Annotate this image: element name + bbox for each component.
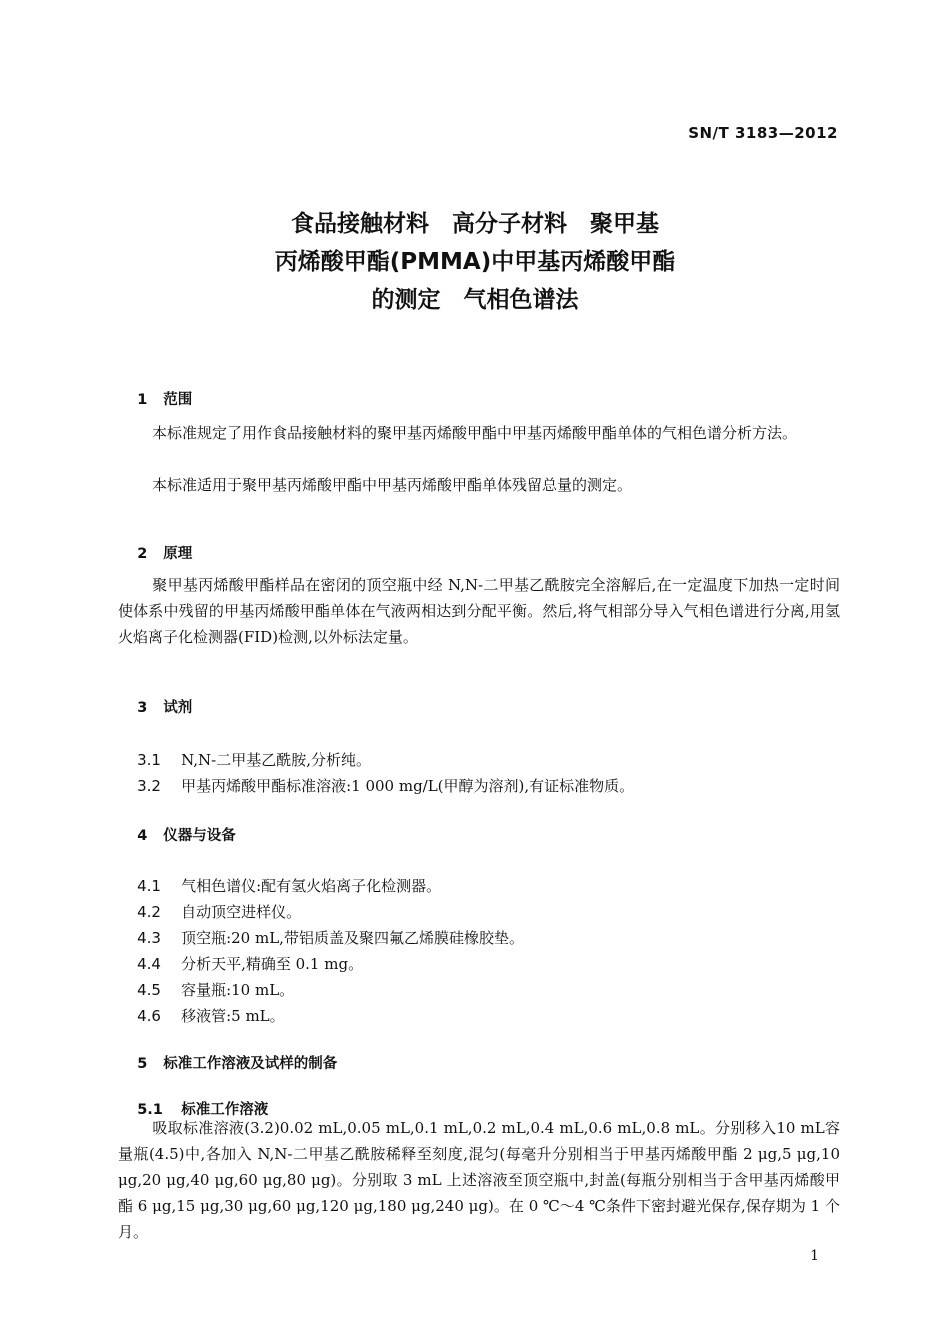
standard-code: SN/T 3183—2012: [688, 124, 838, 142]
document-title: [0, 205, 950, 319]
section-number: 1: [137, 392, 148, 408]
section-4-heading: [117, 808, 236, 861]
section-1-paragraph-2: 本标准适用于聚甲基丙烯酸甲酯中甲基丙烯酸甲酯单体残留总量的测定。: [152, 476, 633, 494]
section-title: 仪器与设备: [163, 828, 236, 844]
section-number: 2: [137, 546, 148, 562]
section-number: 5: [137, 1056, 148, 1072]
list-item: 4.5 容量瓶:10 mL。: [137, 981, 295, 999]
section-title: 范围: [163, 392, 193, 408]
section-1-paragraph-1: 本标准规定了用作食品接触材料的聚甲基丙烯酸甲酯中甲基丙烯酸甲酯单体的气相色谱分析方法。: [152, 424, 798, 442]
section-number: 4: [137, 828, 148, 844]
subsection-5-1-paragraph: 吸取标准溶液(3.2)0.02 mL,0.05 mL,0.1 mL,0.2 mL,0.4 mL,0.6 mL,0.8 mL。分别移入10 mL容量瓶(4.5)中,各加入 N,N-二甲基乙酰胺稀释至刻度,混匀(每毫升分别相当于甲基丙烯酸甲酯 2 μg,5 μg,10 μg,20 μg,40 μg,60 μg,80 μg)。分别取 3 mL 上述溶液至顶空瓶中,封盖(每瓶分别相当于含甲基丙烯酸甲酯 6 μg,15 μg,30 μg,60 μg,120 μg,180 μg,240 μg)。在 0 ℃～4 ℃条件下密封避光保存,保存期为 1 个月。: [118, 1119, 840, 1241]
list-item: 4.3 顶空瓶:20 mL,带铝质盖及聚四氟乙烯膜硅橡胶垫。: [137, 929, 524, 947]
section-title: 标准工作溶液及试样的制备: [163, 1056, 338, 1072]
title-line-1: 食品接触材料 高分子材料 聚甲基: [291, 211, 659, 237]
list-item: 4.1 气相色谱仪:配有氢火焰离子化检测器。: [137, 877, 442, 895]
subsection-number: 5.1: [137, 1102, 163, 1118]
title-line-2: 丙烯酸甲酯(PMMA)中甲基丙烯酸甲酯: [274, 249, 676, 275]
section-number: 3: [137, 700, 148, 716]
section-title: 试剂: [163, 700, 193, 716]
page-number: 1: [810, 1248, 819, 1264]
list-item: 4.6 移液管:5 mL。: [137, 1007, 285, 1025]
section-title: 原理: [163, 546, 193, 562]
list-item: 4.4 分析天平,精确至 0.1 mg。: [137, 955, 364, 973]
subsection-title: 标准工作溶液: [181, 1102, 269, 1118]
list-item: 3.2 甲基丙烯酸甲酯标准溶液:1 000 mg/L(甲醇为溶剂),有证标准物质。: [137, 777, 635, 795]
list-item: 3.1 N,N-二甲基乙酰胺,分析纯。: [137, 751, 371, 769]
section-3-heading: [117, 680, 192, 733]
section-2-paragraph: 聚甲基丙烯酸甲酯样品在密闭的顶空瓶中经 N,N-二甲基乙酰胺完全溶解后,在一定温度下加热一定时间使体系中残留的甲基丙烯酸甲酯单体在气液两相达到分配平衡。然后,将气相部分导入气相色谱进行分离,用氢火焰离子化检测器(FID)检测,以外标法定量。: [118, 576, 840, 646]
section-1-heading: [117, 372, 192, 425]
title-line-3: 的测定 气相色谱法: [371, 287, 579, 313]
list-item: 4.2 自动顶空进样仪。: [137, 903, 302, 921]
